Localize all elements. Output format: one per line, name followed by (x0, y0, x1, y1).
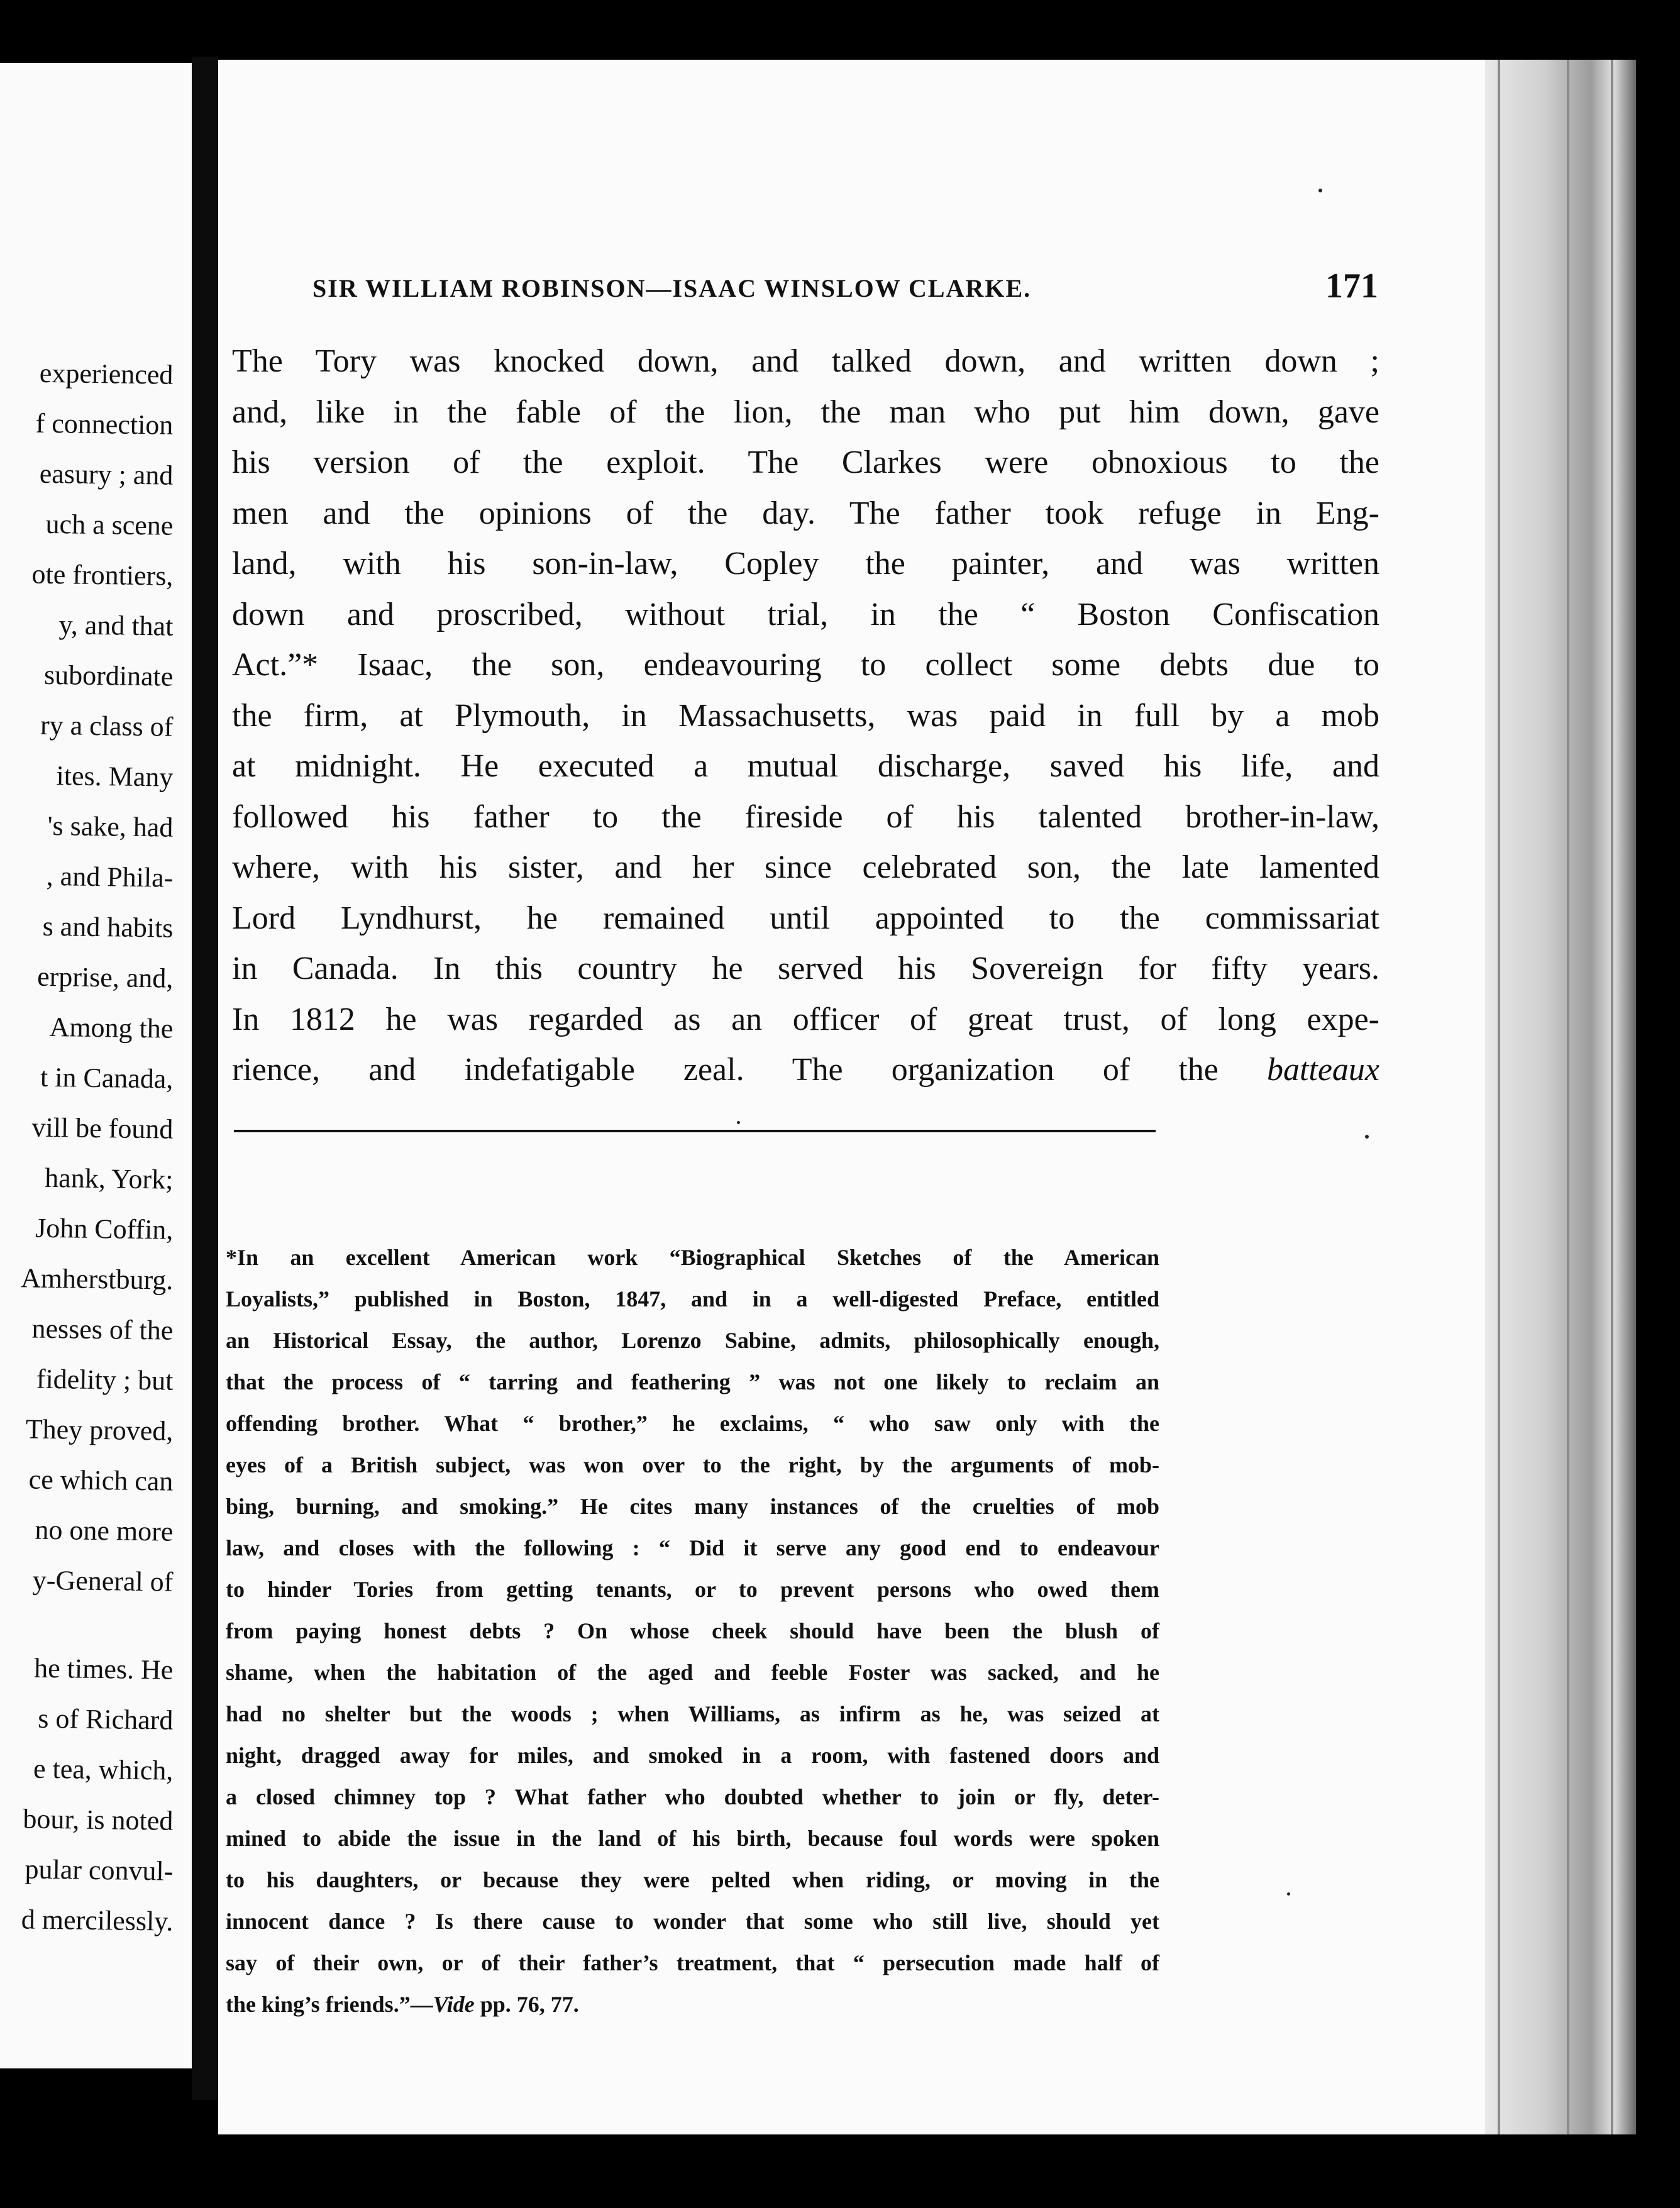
left-page-line: t in Canada, (40, 1061, 174, 1095)
page-header (312, 261, 1378, 311)
left-page-line: 's sake, had (47, 810, 174, 843)
footnote-line: that the process of “ tarring and feathering ” was not one likely to reclaim an (226, 1369, 1159, 1394)
body-line: followed his father to the fireside of his talented brother-in-law, (232, 798, 1379, 835)
body-text (232, 336, 1379, 1096)
body-line: men and the opinions of the day. The father took refuge in Eng- (232, 495, 1379, 531)
page-number: 171 (1325, 267, 1378, 306)
footnote-rule (234, 1130, 1156, 1132)
body-line: The Tory was knocked down, and talked down, and written down ; (232, 343, 1379, 379)
left-page-line: erprise, and, (36, 961, 174, 994)
book-gutter (192, 57, 218, 2100)
left-page-line: y, and that (58, 609, 174, 642)
italic-word: batteaux (1266, 1052, 1379, 1088)
left-page-line: s of Richard (37, 1703, 174, 1736)
body-line: Lord Lyndhurst, he remained until appointed to the commissariat (232, 900, 1379, 936)
running-head: SIR WILLIAM ROBINSON—ISAAC WINSLOW CLARKE. (312, 274, 1032, 302)
footnote-line: law, and closes with the following : “ Did it serve any good end to endeavour (226, 1535, 1159, 1560)
left-page-line: s and habits (41, 910, 174, 944)
left-page-line: subordinate (43, 659, 174, 692)
footnote-line: had no shelter but the woods ; when Williams, as infirm as he, was seized at (226, 1701, 1159, 1726)
body-line: his version of the exploit. The Clarkes were obnoxious to the (232, 444, 1379, 480)
left-page-line: he times. He (33, 1652, 174, 1686)
speck (1287, 1892, 1290, 1896)
left-page-line: Amherstburg. (20, 1262, 174, 1296)
footnote-line: offending brother. What “ brother,” he exclaims, “ who saw only with the (226, 1411, 1159, 1436)
footnote-line: bing, burning, and smoking.” He cites many instances of the cruelties of mob (226, 1494, 1159, 1519)
left-page-line: fidelity ; but (36, 1363, 174, 1396)
footnote-line: shame, when the habitation of the aged and feeble Foster was sacked, and he (226, 1660, 1159, 1685)
left-page-line: y-General of (32, 1564, 174, 1598)
left-page-line: e tea, which, (33, 1753, 174, 1786)
left-page-line: Among the (48, 1011, 174, 1044)
footnote-final-line: the king’s friends.”—Vide pp. 76, 77. (226, 1992, 579, 2017)
left-page-line: nesses of the (31, 1313, 174, 1346)
body-line: where, with his sister, and her since celebrated son, the late lamented (232, 849, 1379, 885)
speck (737, 1121, 740, 1124)
body-line: down and proscribed, without trial, in the “ Boston Confiscation (232, 596, 1379, 632)
left-page-line: pular convul- (24, 1853, 174, 1887)
left-page-line: experienced (39, 357, 174, 390)
left-page-line: f connection (35, 407, 174, 441)
left-page-line: hank, York; (44, 1162, 174, 1195)
footnote-line: to his daughters, or because they were pelted when riding, or moving in the (226, 1867, 1159, 1892)
body-line: rience, and indefatigable zeal. The organization of the batteaux (232, 1052, 1379, 1088)
footnote-line: innocent dance ? Is there cause to wonder that some who still live, should yet (226, 1909, 1159, 1934)
left-page-line: bour, is noted (22, 1803, 174, 1836)
body-line: at midnight. He executed a mutual discharge, saved his life, and (232, 748, 1379, 784)
left-page-line: no one more (34, 1514, 174, 1547)
footnote-line: from paying honest debts ? On whose cheek should have been the blush of (226, 1618, 1159, 1643)
footnote-line: mined to abide the issue in the land of his birth, because foul words were spoken (226, 1826, 1159, 1851)
speck (1318, 189, 1322, 192)
right-page (218, 60, 1636, 2134)
body-line: Act.”* Isaac, the son, endeavouring to collect some debts due to (232, 647, 1379, 683)
body-line: land, with his son-in-law, Copley the painter, and was written (232, 546, 1379, 582)
left-page-text (21, 349, 173, 1946)
body-line: in Canada. In this country he served his Sovereign for fifty years. (232, 951, 1379, 986)
body-line: and, like in the fable of the lion, the man who put him down, gave (232, 394, 1379, 430)
body-line: In 1812 he was regarded as an officer of great trust, of long expe- (232, 1001, 1379, 1037)
left-page-line: ites. Many (55, 760, 174, 793)
page-edge (1485, 60, 1636, 2134)
speck (1365, 1135, 1369, 1139)
left-page-line: ote frontiers, (31, 558, 174, 592)
footnote-line: night, dragged away for miles, and smoked in a room, with fastened doors and (226, 1743, 1159, 1768)
footnote-line: *In an excellent American work “Biographical Sketches of the American (226, 1245, 1159, 1270)
left-page-line: ce which can (28, 1464, 174, 1497)
footnote-line: to hinder Tories from getting tenants, or to prevent persons who owed them (226, 1577, 1159, 1602)
left-page-line: They proved, (25, 1413, 174, 1447)
left-page-line: uch a scene (45, 508, 174, 541)
left-page-line: , and Phila- (46, 860, 174, 893)
left-page-line: d mercilessly. (21, 1904, 174, 1937)
body-line: the firm, at Plymouth, in Massachusetts, was paid in full by a mob (232, 697, 1379, 734)
footnote-line: a closed chimney top ? What father who doubted whether to join or fly, deter- (226, 1784, 1159, 1809)
left-facing-page (0, 63, 192, 2068)
footnote-line: say of their own, or of their father’s treatment, that “ persecution made half of (226, 1950, 1159, 1975)
footnote-line: Loyalists,” published in Boston, 1847, and in a well-digested Preface, entitled (226, 1286, 1159, 1311)
left-page-line: ry a class of (40, 709, 174, 742)
left-page-line: easury ; and (39, 458, 174, 491)
footnote-line: eyes of a British subject, was won over to the right, by the arguments of mob- (226, 1452, 1159, 1477)
footnote-line: an Historical Essay, the author, Lorenzo Sabine, admits, philosophically enough, (226, 1328, 1159, 1353)
left-page-line: vill be found (31, 1112, 174, 1145)
left-page-line: John Coffin, (35, 1212, 174, 1245)
footnote (226, 1237, 1159, 2025)
